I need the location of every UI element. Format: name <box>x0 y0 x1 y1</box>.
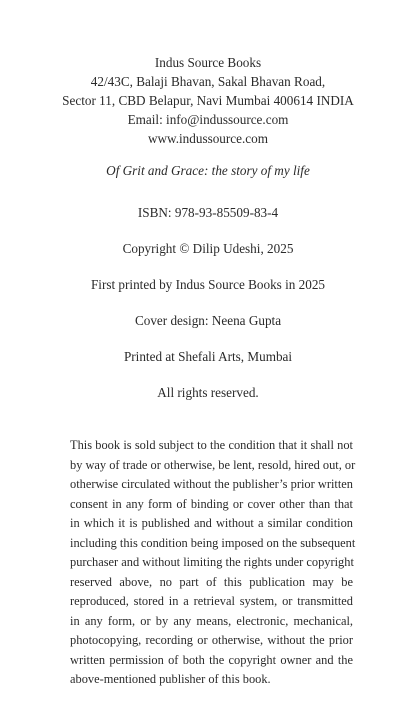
publisher-name: Indus Source Books <box>154 55 262 70</box>
notice-line: reproduced, stored in a retrieval system, or transmitted <box>70 594 353 608</box>
notice-line: in which it is published and without a similar condition <box>70 516 353 530</box>
notice-line: including this condition being imposed on the subsequent <box>70 535 356 550</box>
notice-line: otherwise circulated without the publisher’s prior written <box>70 477 353 491</box>
copyright-line: Copyright © Dilip Udeshi, 2025 <box>122 241 294 256</box>
first-printed-line: First printed by Indus Source Books in 2025 <box>90 277 326 292</box>
notice-line: photocopying, recording or otherwise, without the prior <box>70 633 353 647</box>
legal-notice-paragraph <box>70 436 356 690</box>
publisher-address-line-1: 42/43C, Balaji Bhavan, Sakal Bhavan Road, <box>90 74 326 89</box>
notice-line: written permission of both the copyright owner and the <box>70 652 353 667</box>
cover-design-credit: Cover design: Neena Gupta <box>134 313 282 328</box>
publisher-address-block <box>0 53 416 148</box>
notice-line: by way of trade or otherwise, be lent, resold, hired out, or <box>70 457 356 472</box>
notice-line: consent in any form of binding or cover other than that <box>70 496 353 511</box>
publisher-email: Email: info@indussource.com <box>127 112 289 127</box>
publisher-address-line-2: Sector 11, CBD Belapur, Navi Mumbai 400614 INDIA <box>62 93 354 108</box>
publisher-website: www.indussource.com <box>147 131 268 146</box>
notice-line: purchaser and without limiting the rights under copyright <box>70 555 354 569</box>
notice-line: above-mentioned publisher of this book. <box>70 672 271 686</box>
notice-line: reserved above, no part of this publication may be <box>70 574 353 589</box>
rights-reserved: All rights reserved. <box>157 385 259 400</box>
isbn: ISBN: 978-93-85509-83-4 <box>137 205 279 220</box>
notice-line: This book is sold subject to the condition that it shall not <box>70 438 353 452</box>
book-title: Of Grit and Grace: the story of my life <box>106 163 310 178</box>
notice-line: in any form, or by any means, electronic, mechanical, <box>70 613 353 628</box>
printer-credit: Printed at Shefali Arts, Mumbai <box>123 349 293 364</box>
